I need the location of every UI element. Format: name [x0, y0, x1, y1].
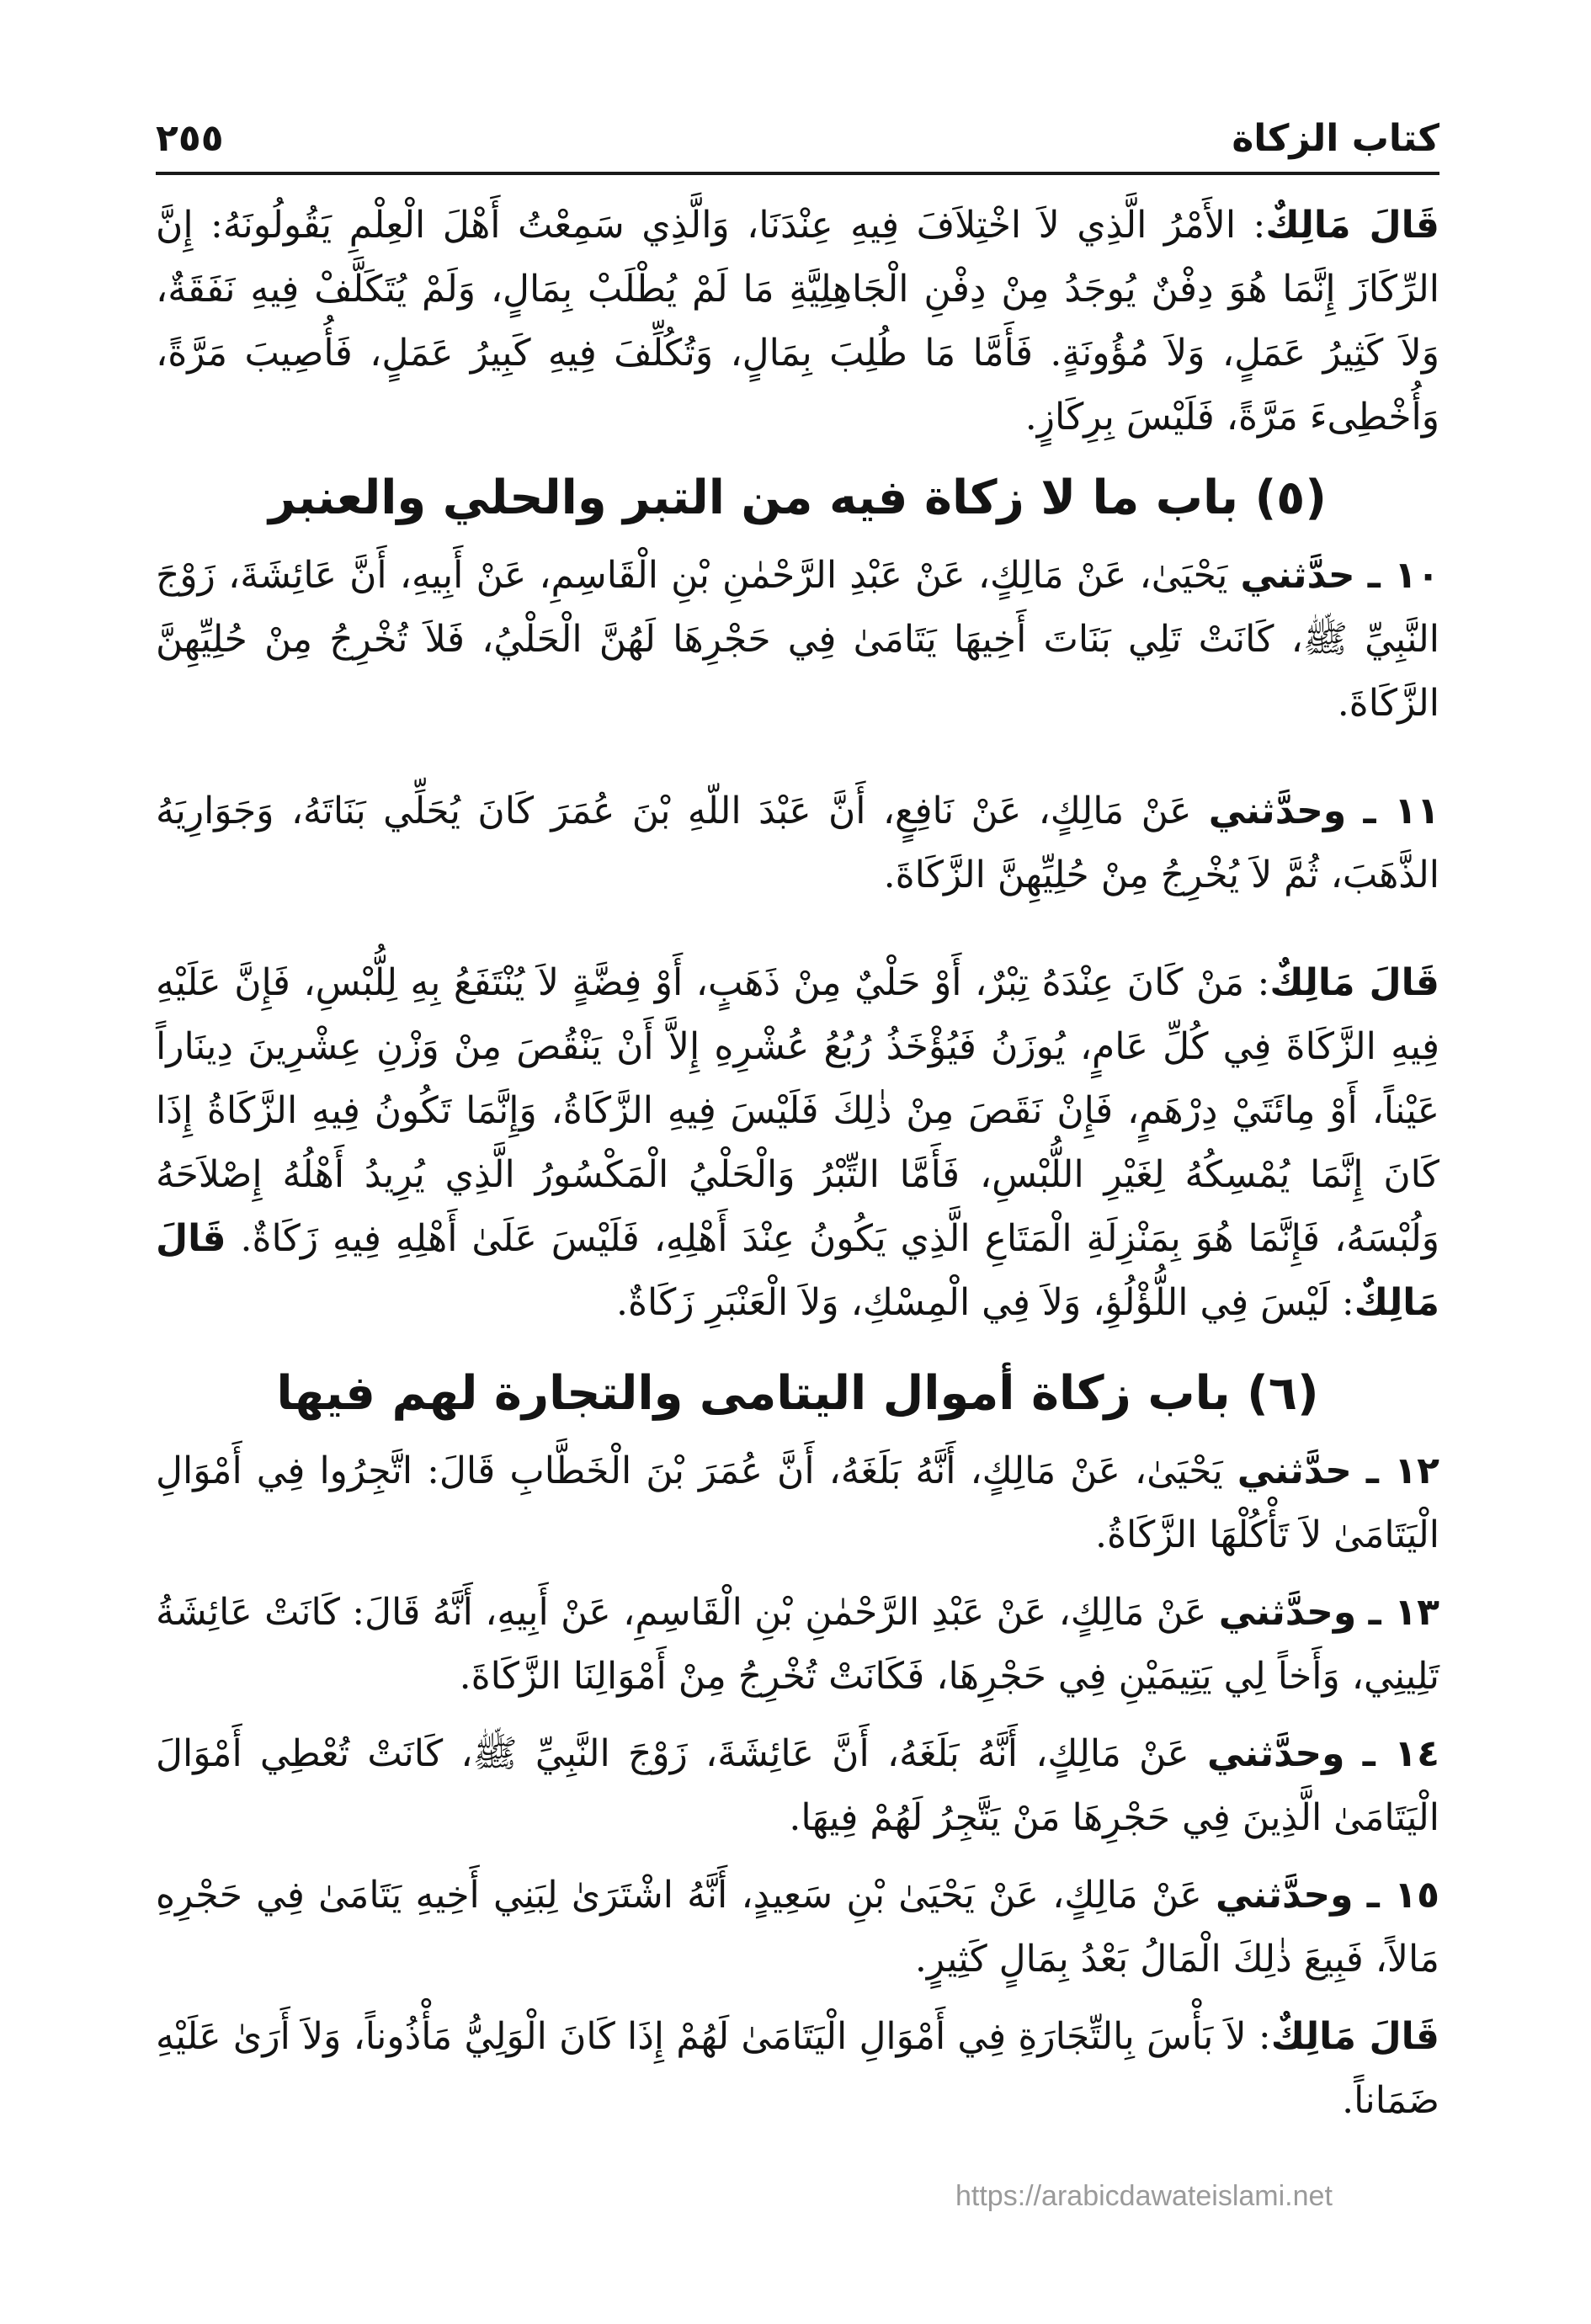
speaker-label: قَالَ مَالِكٌ [1269, 961, 1439, 1004]
narration-label: وحدَّثني [1218, 1591, 1357, 1634]
narration-label: حدَّثني [1237, 1449, 1352, 1492]
paragraph-text: : لاَ بَأْسَ بِالتِّجَارَةِ فِي أَمْوَالِ الْيَتَامَىٰ لَهُمْ إِذَا كَانَ الْوَلِيُّ مَأْذُوناً، وَلاَ أَرَىٰ عَلَيْهِ ضَمَاناً. [156, 2015, 1439, 2122]
hadith-number: ١١ ـ [1363, 790, 1439, 832]
hadith-text: يَحْيَىٰ، عَنْ مَالِكٍ، عَنْ عَبْدِ الرَّحْمٰنِ بْنِ الْقَاسِمِ، عَنْ أَبِيهِ، أَنَّ عَائِشَةَ، زَوْجَ النَّبِيِّ ﷺ، كَانَتْ تَلِي بَنَاتَ أَخِيهَا يَتَامَىٰ فِي حَجْرِهَا لَهُنَّ الْحَلْيُ، فَلاَ تُخْرِجُ مِنْ حُلِيِّهِنَّ الزَّكَاةَ. [156, 554, 1439, 725]
hadith-number: ١٣ ـ [1368, 1591, 1439, 1634]
narration-label: وحدَّثني [1208, 790, 1347, 832]
watermark-url: https://arabicdawateislami.net [955, 2180, 1333, 2212]
book-title: كتاب الزكاة [1232, 117, 1439, 160]
paragraph-text-2: : لَيْسَ فِي اللُّؤْلُؤِ، وَلاَ فِي الْمِسْكِ، وَلاَ الْعَنْبَرِ زَكَاةٌ. [615, 1281, 1354, 1324]
hadith-number: ١٤ ـ [1362, 1732, 1439, 1775]
hadith-12 [156, 1439, 1439, 1567]
hadith-15 [156, 1864, 1439, 1992]
malik-statement-rikaz [156, 194, 1439, 449]
hadith-number: ١٢ ـ [1365, 1449, 1439, 1492]
malik-statement-orphans [156, 2005, 1439, 2133]
paragraph-text: : الأَمْرُ الَّذِي لاَ اخْتِلاَفَ فِيهِ عِنْدَنَا، وَالَّذِي سَمِعْتُ أَهْلَ الْعِلْمِ يَقُولُونَهُ: إِنَّ الرِّكَازَ إِنَّمَا هُوَ دِفْنٌ يُوجَدُ مِنْ دِفْنِ الْجَاهِلِيَّةِ مَا لَمْ يُطْلَبْ بِمَالٍ، وَلَمْ يُتَكَلَّفْ فِيهِ نَفَقَةٌ، وَلاَ كَثِيرُ عَمَلٍ، وَلاَ مُؤُونَةٍ. فَأَمَّا مَا طُلِبَ بِمَالٍ، وَتُكُلِّفَ فِيهِ كَبِيرُ عَمَلٍ، فَأُصِيبَ مَرَّةً، وَأُخْطِىءَ مَرَّةً، فَلَيْسَ بِرِكَازٍ. [156, 204, 1439, 439]
hadith-text: عَنْ مَالِكٍ، أَنَّهُ بَلَغَهُ، أَنَّ عَائِشَةَ، زَوْجَ النَّبِيِّ ﷺ، كَانَتْ تُعْطِي أَمْوَالَ الْيَتَامَىٰ الَّذِينَ فِي حَجْرِهَا مَنْ يَتَّجِرُ لَهُمْ فِيهَا. [156, 1732, 1439, 1839]
hadith-text: عَنْ مَالِكٍ، عَنْ نَافِعٍ، أَنَّ عَبْدَ اللّهِ بْنَ عُمَرَ كَانَ يُحَلِّي بَنَاتَهُ، وَجَوَارِيَهُ الذَّهَبَ، ثُمَّ لاَ يُخْرِجُ مِنْ حُلِيِّهِنَّ الزَّكَاةَ. [156, 790, 1439, 896]
malik-statement-jewelry [156, 951, 1439, 1335]
hadith-text: يَحْيَىٰ، عَنْ مَالِكٍ، أَنَّهُ بَلَغَهُ، أَنَّ عُمَرَ بْنَ الْخَطَّابِ قَالَ: اتَّجِرُوا فِي أَمْوَالِ الْيَتَامَىٰ لاَ تَأْكُلْهَا الزَّكَاةُ. [156, 1449, 1439, 1556]
speaker-label: قَالَ مَالِكٌ [1270, 2015, 1439, 2058]
hadith-11 [156, 779, 1439, 907]
hadith-14 [156, 1722, 1439, 1850]
speaker-label: قَالَ مَالِكٌ [1265, 204, 1439, 247]
hadith-13 [156, 1581, 1439, 1709]
hadith-text: عَنْ مَالِكٍ، عَنْ عَبْدِ الرَّحْمٰنِ بْنِ الْقَاسِمِ، عَنْ أَبِيهِ، أَنَّهُ قَالَ: كَانَتْ عَائِشَةُ تَلِينِي، وَأَخاً لِي يَتِيمَيْنِ فِي حَجْرِهَا، فَكَانَتْ تُخْرِجُ مِنْ أَمْوَالِنَا الزَّكَاةَ. [156, 1591, 1439, 1698]
narration-label: وحدَّثني [1207, 1732, 1345, 1775]
hadith-number: ١٠ ـ [1367, 554, 1439, 597]
speaker-label-2: قَالَ مَالِكٌ [156, 1217, 1439, 1324]
narration-label: وحدَّثني [1215, 1874, 1354, 1917]
hadith-number: ١٥ ـ [1366, 1874, 1440, 1917]
page-header [156, 93, 1439, 160]
chapter-heading-5: (٥) باب ما لا زكاة فيه من التبر والحلي والعنبر [269, 471, 1327, 525]
narration-label: حدَّثني [1240, 554, 1355, 597]
header-divider [156, 172, 1439, 175]
hadith-text: عَنْ مَالِكٍ، عَنْ يَحْيَىٰ بْنِ سَعِيدٍ، أَنَّهُ اشْتَرَىٰ لِبَنِي أَخِيهِ يَتَامَىٰ فِي حَجْرِهِ مَالاً، فَبِيعَ ذٰلِكَ الْمَالُ بَعْدُ بِمَالٍ كَثِيرٍ. [156, 1874, 1439, 1981]
hadith-10 [156, 544, 1439, 736]
paragraph-text: : مَنْ كَانَ عِنْدَهُ تِبْرٌ، أَوْ حَلْيٌ مِنْ ذَهَبٍ، أَوْ فِضَّةٍ لاَ يُنْتَفَعُ بِهِ لِلُّبْسِ، فَإِنَّ عَلَيْهِ فِيهِ الزَّكَاةَ فِي كُلِّ عَامٍ، يُوزَنُ فَيُؤْخَذُ رُبُعُ عُشْرِهِ إِلاَّ أَنْ يَنْقُصَ مِنْ وَزْنِ عِشْرِينَ دِينَاراً عَيْناً، أَوْ مِائَتَيْ دِرْهَمٍ، فَإِنْ نَقَصَ مِنْ ذٰلِكَ فَلَيْسَ فِيهِ الزَّكَاةُ، وَإِنَّمَا تَكُونُ فِيهِ الزَّكَاةُ إِذَا كَانَ إِنَّمَا يُمْسِكُهُ لِغَيْرِ اللُّبْسِ، فَأَمَّا التِّبْرُ وَالْحَلْيُ الْمَكْسُورُ الَّذِي يُرِيدُ أَهْلُهُ إِصْلاَحَهُ وَلُبْسَهُ، فَإِنَّمَا هُوَ بِمَنْزِلَةِ الْمَتَاعِ الَّذِي يَكُونُ عِنْدَ أَهْلِهِ، فَلَيْسَ عَلَىٰ أَهْلِهِ فِيهِ زَكَاةٌ. [156, 961, 1439, 1260]
page-number: ٢٥٥ [156, 117, 224, 160]
chapter-heading-6: (٦) باب زكاة أموال اليتامى والتجارة لهم فيها [276, 1366, 1319, 1421]
book-page [156, 93, 1439, 2247]
